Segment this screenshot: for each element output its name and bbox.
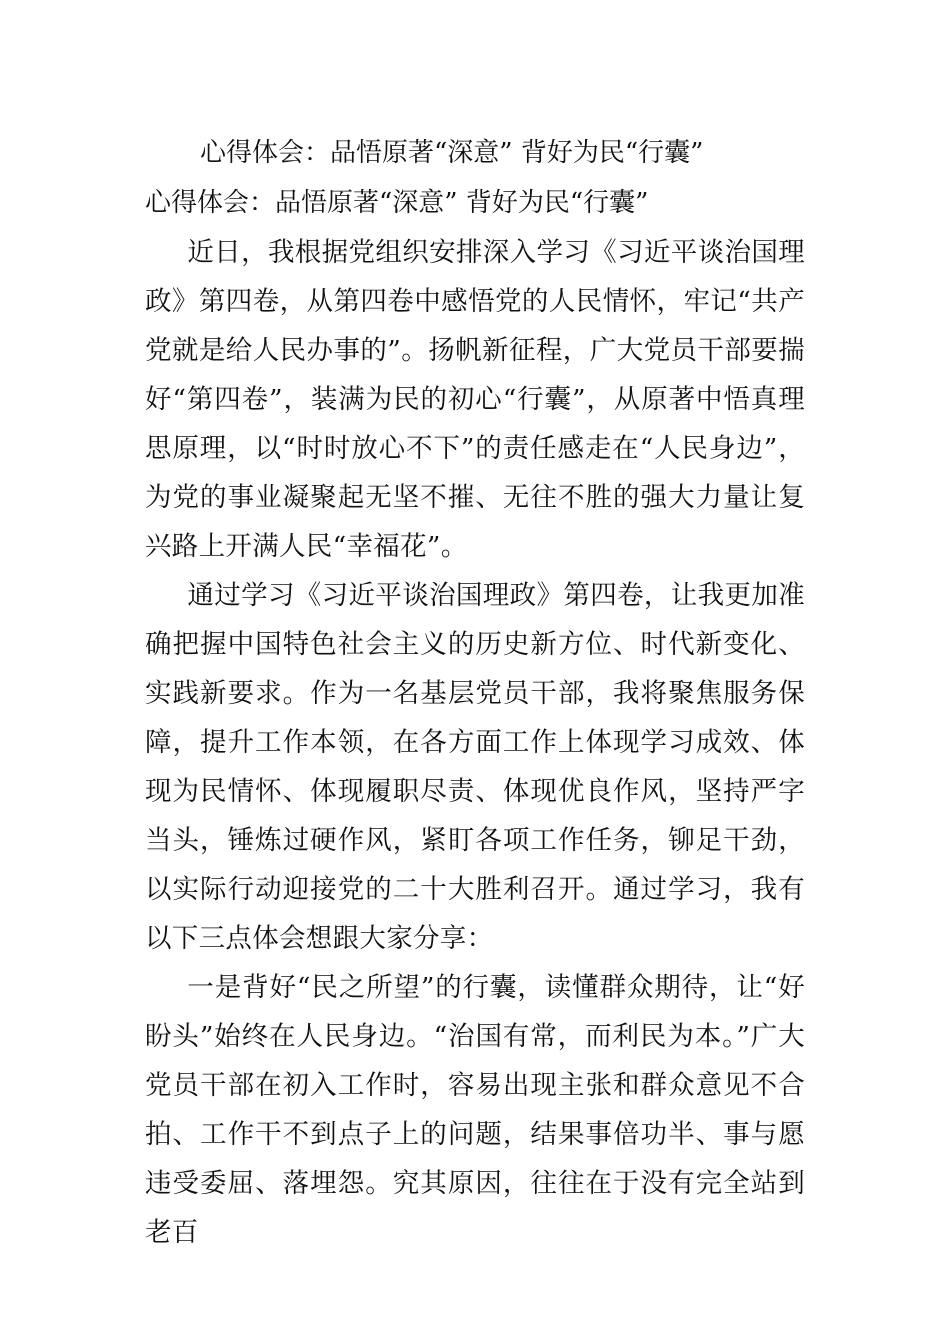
- paragraph-2: 通过学习《习近平谈治国理政》第四卷，让我更加准确把握中国特色社会主义的历史新方位、时代新变化、实践新要求。作为一名基层党员干部，我将聚焦服务保障，提升工作本领，在各方面工作上体现学习成效、体现为民情怀、体现履职尽责、体现优良作风，坚持严字当头，锤炼过硬作风，紧盯各项工作任务，铆足干劲，以实际行动迎接党的二十大胜利召开。通过学习，我有以下三点体会想跟大家分享：: [145, 580, 805, 954]
- document-body: [145, 228, 805, 1257]
- paragraph-1: 近日，我根据党组织安排深入学习《习近平谈治国理政》第四卷，从第四卷中感悟党的人民情怀，牢记“共产党就是给人民办事的”。扬帆新征程，广大党员干部要揣好“第四卷”，装满为民的初心“行囊”，从原著中悟真理思原理，以“时时放心不下”的责任感走在“人民身边”，为党的事业凝聚起无坚不摧、无往不胜的强大力量让复兴路上开满人民“幸福花”。: [145, 237, 805, 562]
- document-title: 心得体会：品悟原著“深意” 背好为民“行囊”: [200, 138, 704, 168]
- document-subtitle: 心得体会：品悟原著“深意” 背好为民“行囊”: [145, 188, 649, 218]
- paragraph-3: 一是背好“民之所望”的行囊，读懂群众期待，让“好盼头”始终在人民身边。“治国有常，而利民为本。”广大党员干部在初入工作时，容易出现主张和群众意见不合拍、工作干不到点子上的问题，结果事倍功半、事与愿违受委屈、落埋怨。究其原因，往往在于没有完全站到老百: [145, 972, 805, 1248]
